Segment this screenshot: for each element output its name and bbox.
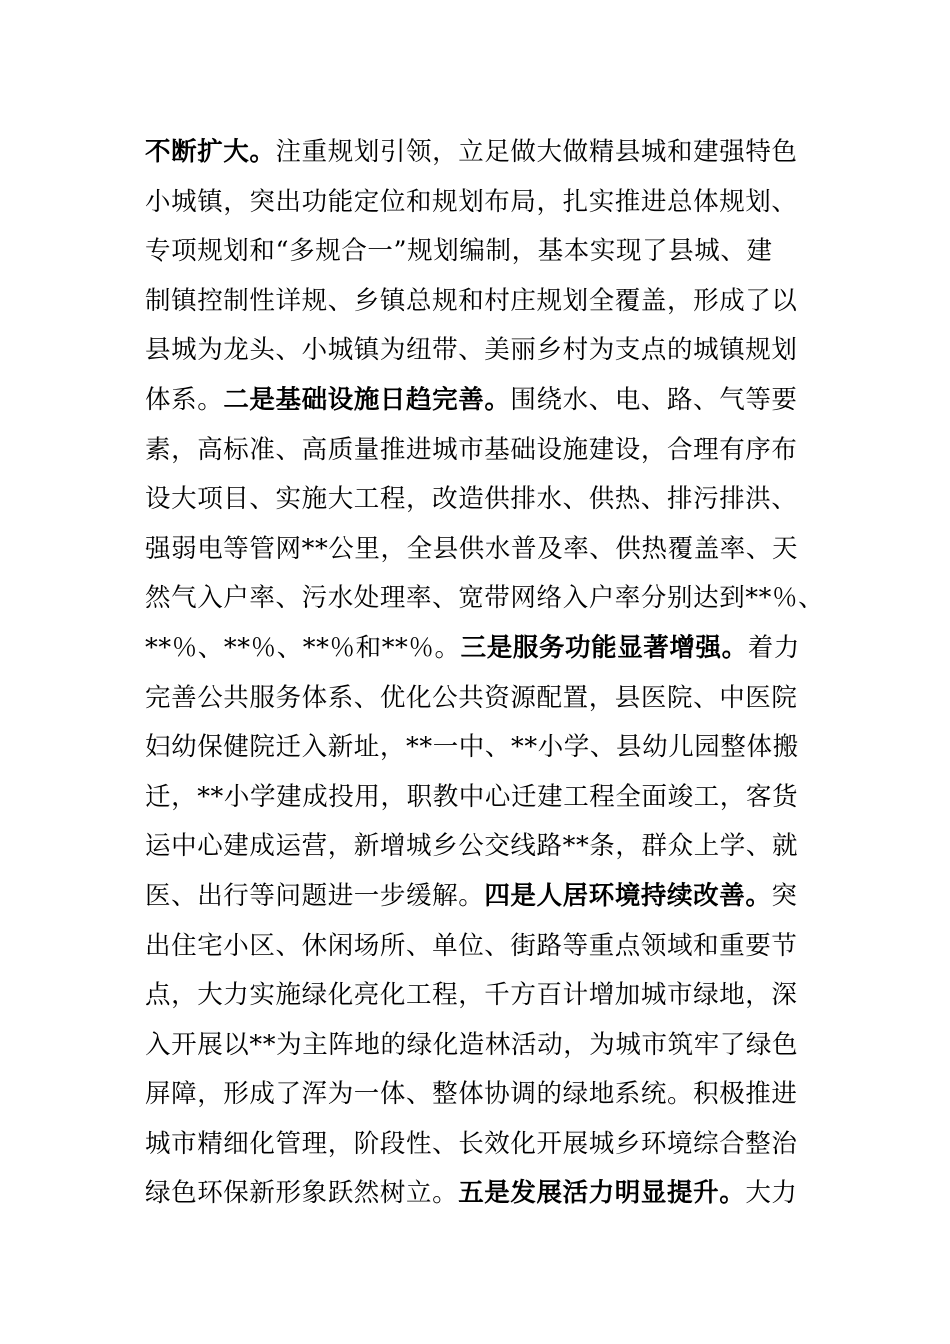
body-text (145, 128, 835, 1219)
bold-heading-text: 四是人居环境持续改善。 (484, 880, 772, 911)
text-line (145, 1169, 835, 1219)
bold-heading-text: 二是基础设施日趋完善。 (223, 384, 511, 415)
text-line (145, 971, 835, 1021)
text-line (145, 128, 835, 178)
body-text-run: 城市精细化管理，阶段性、长效化开展城乡环境综合整治 (145, 1128, 798, 1159)
text-line (145, 574, 835, 624)
text-line (145, 1021, 835, 1071)
text-line (145, 525, 835, 575)
body-text-run: 设大项目、实施大工程，改造供排水、供热、排污排洪、 (145, 484, 798, 515)
body-text-run: 点，大力实施绿化亮化工程，千方百计增加城市绿地，深 (145, 980, 798, 1011)
text-line (145, 624, 835, 674)
body-text-run: 围绕水、电、路、气等要 (510, 384, 798, 415)
body-text-run: 素，高标准、高质量推进城市基础设施建设，合理有序布 (145, 434, 798, 465)
body-text-run: 入开展以**为主阵地的绿化造林活动，为城市筑牢了绿色 (145, 1029, 799, 1060)
body-text-run: **％、**％、**％和**％。 (145, 632, 461, 663)
body-text-run: 医、出行等问题进一步缓解。 (145, 880, 485, 911)
text-line (145, 822, 835, 872)
body-text-run: 完善公共服务体系、优化公共资源配置，县医院、中医院 (145, 682, 798, 713)
text-line (145, 922, 835, 972)
text-line (145, 277, 835, 327)
body-text-run: 运中心建成运营，新增城乡公交线路**条，群众上学、就 (145, 831, 799, 862)
text-line (145, 376, 835, 426)
text-line (145, 178, 835, 228)
body-text-run: 专项规划和“多规合一”规划编制，基本实现了县城、建 (145, 236, 773, 267)
bold-heading-text: 三是服务功能显著增强。 (460, 632, 748, 663)
bold-heading-text: 五是发展活力明显提升。 (458, 1178, 746, 1209)
body-text-run: 突 (771, 880, 798, 911)
text-line (145, 1070, 835, 1120)
text-line (145, 426, 835, 476)
text-line (145, 723, 835, 773)
text-line (145, 773, 835, 823)
body-text-run: 强弱电等管网**公里，全县供水普及率、供热覆盖率、天 (145, 533, 799, 564)
text-line (145, 872, 835, 922)
body-text-run: 小城镇，突出功能定位和规划布局，扎实推进总体规划、 (145, 186, 798, 217)
body-text-run: 县城为龙头、小城镇为纽带、美丽乡村为支点的城镇规划 (145, 335, 798, 366)
bold-heading-text: 不断扩大。 (145, 137, 276, 167)
body-text-run: 屏障，形成了浑为一体、整体协调的绿地系统。积极推进 (145, 1079, 798, 1110)
text-line (145, 227, 835, 277)
text-line (145, 674, 835, 724)
body-text-run: 绿色环保新形象跃然树立。 (145, 1178, 459, 1209)
body-text-run: 迁，**小学建成投用，职教中心迁建工程全面竣工，客货 (145, 781, 799, 812)
body-text-run: 然气入户率、污水处理率、宽带网络入户率分别达到**％、 (145, 583, 825, 614)
body-text-run: 制镇控制性详规、乡镇总规和村庄规划全覆盖，形成了以 (145, 285, 798, 316)
body-text-run: 出住宅小区、休闲场所、单位、街路等重点领域和重要节 (145, 930, 798, 961)
body-text-run: 着力 (747, 632, 800, 663)
body-text-run: 妇幼保健院迁入新址，**一中、**小学、县幼儿园整体搬 (145, 732, 799, 763)
body-text-run: 大力 (745, 1178, 798, 1209)
text-line (145, 326, 835, 376)
text-line (145, 475, 835, 525)
body-text-run: 体系。 (145, 384, 224, 415)
text-line (145, 1120, 835, 1170)
body-text-run: 注重规划引领，立足做大做精县城和建强特色 (275, 137, 798, 167)
